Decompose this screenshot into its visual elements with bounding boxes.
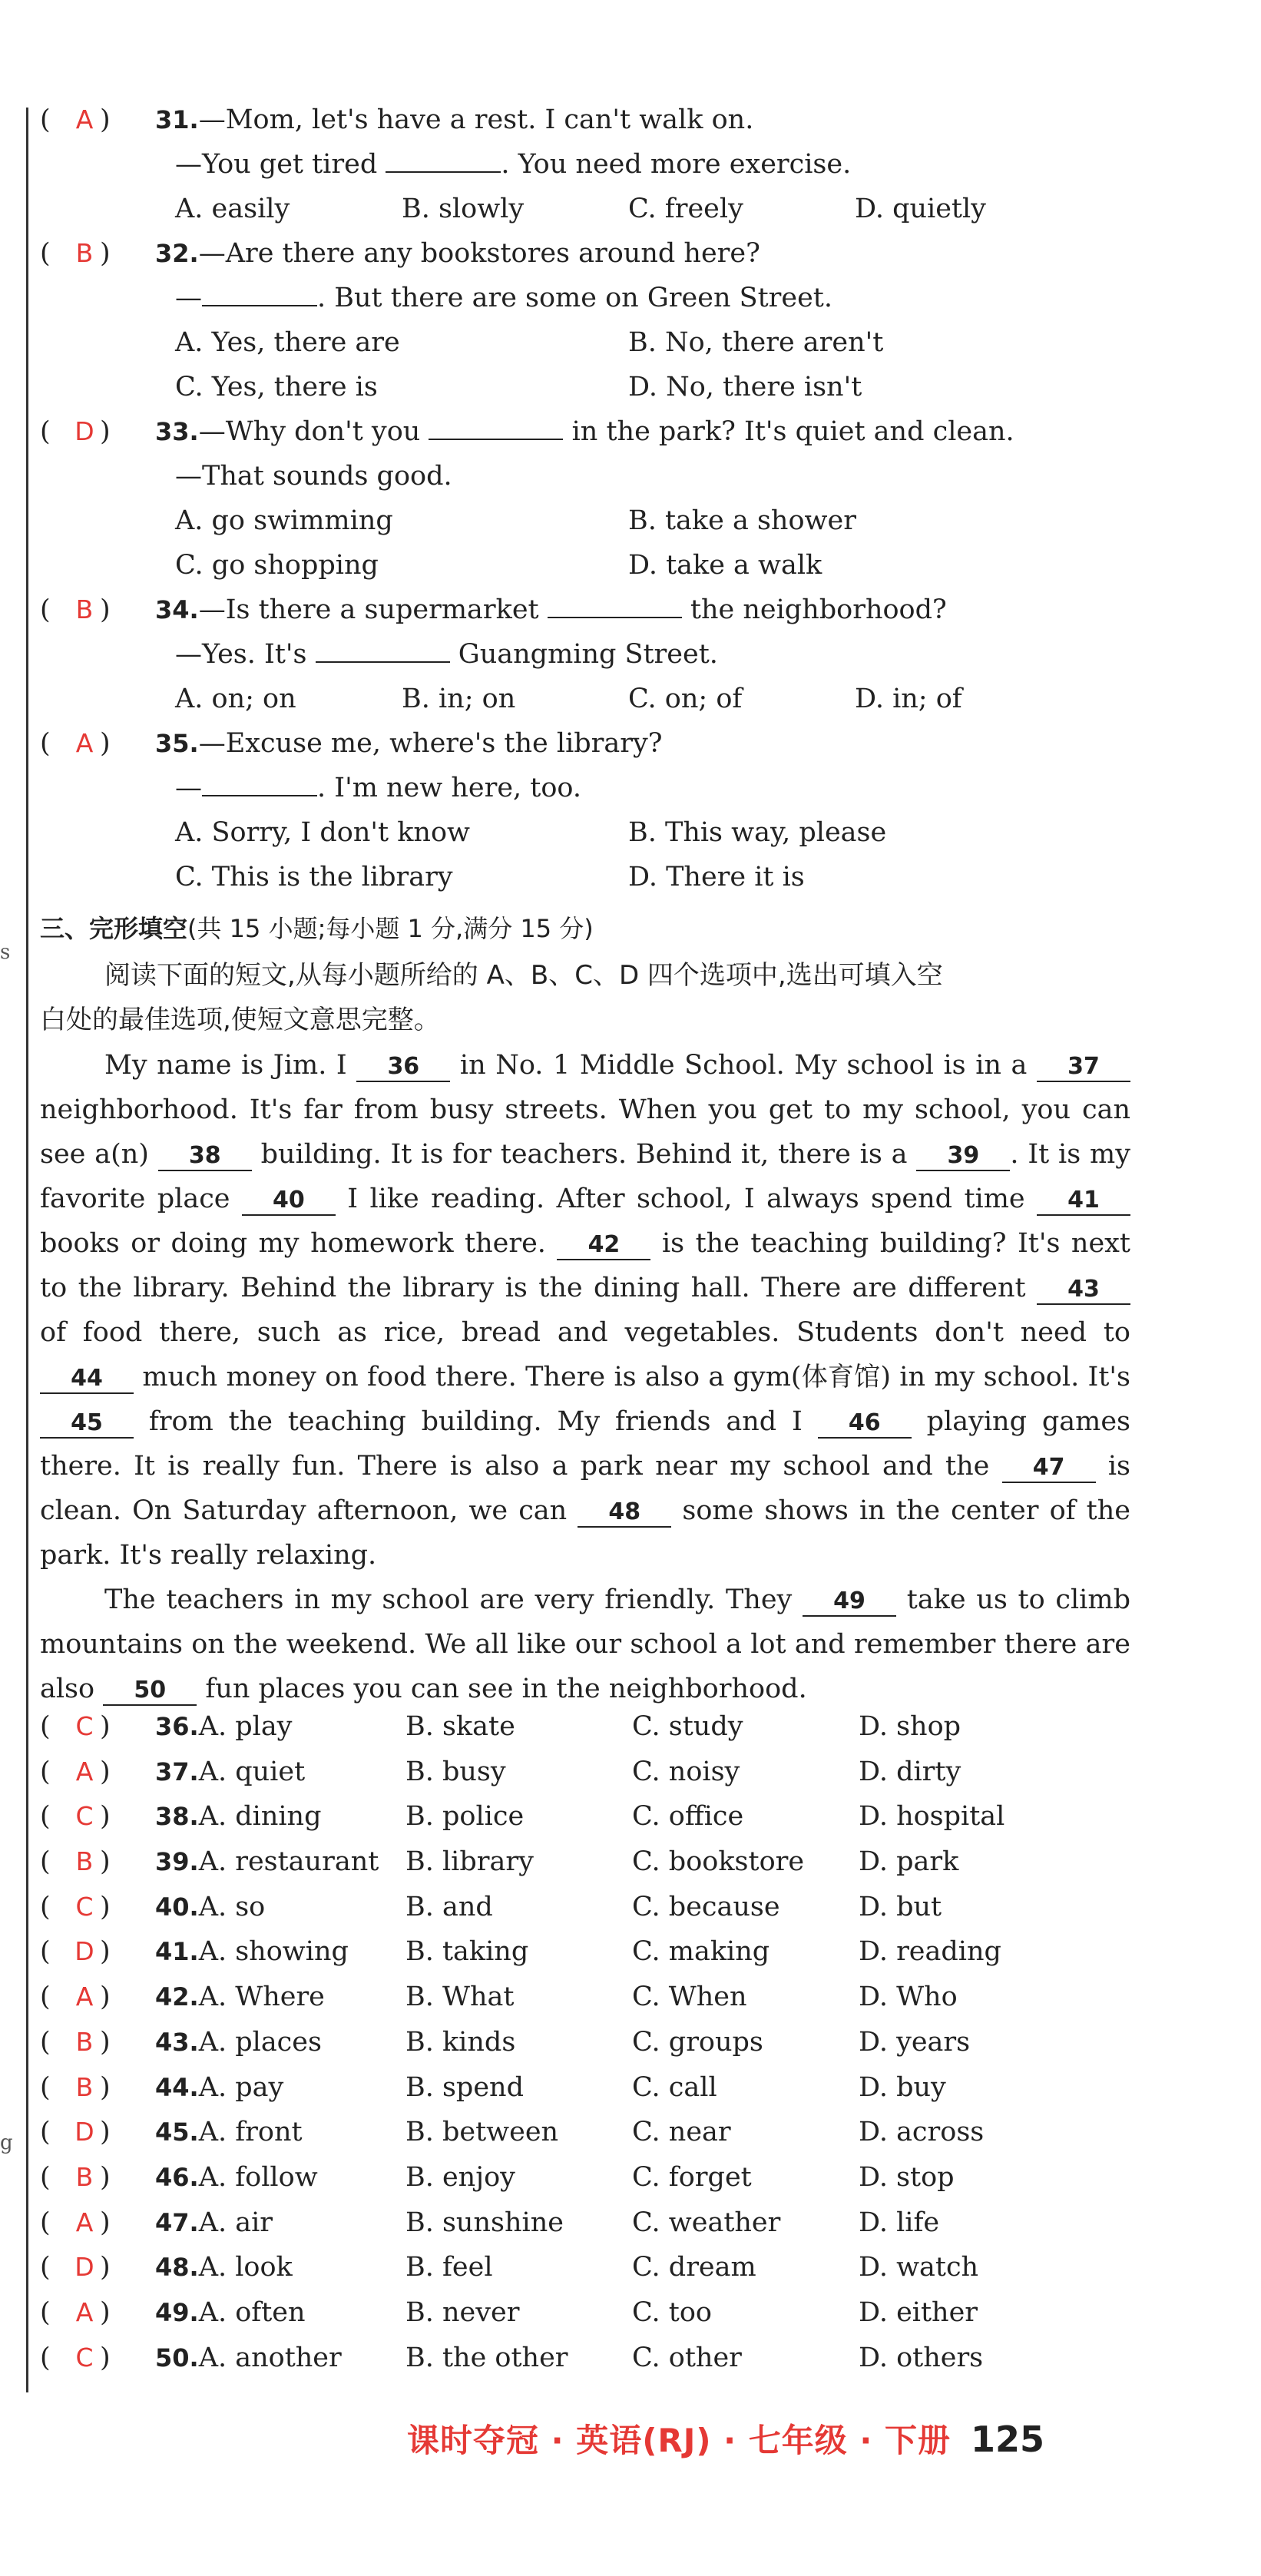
- content: [40, 104, 1130, 2387]
- option: B. enjoy: [405, 2161, 515, 2193]
- blank: [202, 305, 317, 306]
- option: D. either: [859, 2296, 978, 2328]
- answer-slot: ( C ): [40, 1801, 111, 1833]
- option: C. noisy: [632, 1756, 740, 1787]
- option: C. Yes, there is: [175, 372, 378, 402]
- answer-slot: ( A ): [40, 1756, 111, 1787]
- cloze-option-row: [40, 1936, 1130, 1982]
- option: B. library: [405, 1846, 534, 1878]
- cloze-option-row: [40, 2117, 1130, 2162]
- question-text: . I'm new here, too.: [317, 773, 582, 803]
- numbered-blank: 40: [242, 1187, 336, 1216]
- option: D. others: [859, 2342, 984, 2373]
- options: [40, 862, 1130, 906]
- question-number: 41.: [155, 1937, 199, 1967]
- option: B. in; on: [402, 684, 516, 714]
- answer: D: [74, 2252, 94, 2283]
- answer: A: [75, 104, 94, 134]
- answer-slot: ( B ): [40, 2026, 111, 2058]
- options: [40, 327, 1130, 372]
- cloze-option-row: [40, 1982, 1130, 2027]
- cloze-option-row: [40, 2207, 1130, 2253]
- numbered-blank: 49: [803, 1588, 896, 1617]
- option: B. and: [405, 1891, 493, 1922]
- option: A. Sorry, I don't know: [175, 817, 470, 848]
- answer: A: [75, 2296, 94, 2327]
- option: D. shop: [859, 1711, 961, 1742]
- section-note: (共 15 小题;每小题 1 分,满分 15 分): [187, 914, 594, 943]
- section-heading: [40, 909, 1130, 954]
- option: B. take a shower: [628, 505, 856, 536]
- numbered-blank: 43: [1037, 1276, 1130, 1305]
- option: C. freely: [628, 194, 743, 224]
- option: C. other: [632, 2342, 742, 2373]
- question-number: 36.: [155, 1712, 199, 1741]
- question-text: Guangming Street.: [458, 639, 718, 670]
- cloze-option-row: [40, 2162, 1130, 2207]
- option: A. front: [198, 2117, 303, 2148]
- cloze-option-row: [40, 1757, 1130, 1802]
- question-text: —Is there a supermarket: [198, 594, 539, 625]
- option: B. sunshine: [405, 2207, 564, 2238]
- option: D. but: [859, 1891, 942, 1922]
- option: D. across: [859, 2117, 985, 2148]
- answer: D: [74, 1936, 94, 1967]
- blank: [316, 661, 450, 663]
- cloze-option-row: [40, 1711, 1130, 1757]
- option: C. When: [632, 1982, 747, 2013]
- answer: B: [75, 594, 94, 624]
- options: [40, 684, 1130, 728]
- option: D. No, there isn't: [628, 372, 862, 402]
- margin-line: [26, 108, 28, 2392]
- option: A. pay: [198, 2071, 284, 2103]
- edge-mark: s: [0, 941, 11, 964]
- option: D. buy: [859, 2071, 946, 2103]
- answer-slot: ( C ): [40, 2342, 111, 2373]
- numbered-blank: 48: [578, 1498, 671, 1528]
- question-text: —: [175, 283, 202, 313]
- option: D. take a walk: [628, 550, 822, 581]
- option: C. because: [632, 1891, 780, 1922]
- option: D. reading: [859, 1936, 1001, 1968]
- answer: B: [75, 1846, 94, 1877]
- option: C. near: [632, 2117, 731, 2148]
- option: B. the other: [405, 2342, 568, 2373]
- option: C. call: [632, 2071, 717, 2103]
- question-number: 32.: [155, 239, 199, 268]
- question-number: 38.: [155, 1802, 199, 1832]
- option: A. play: [198, 1711, 293, 1742]
- answer: A: [75, 728, 94, 758]
- cloze-option-row: [40, 2343, 1130, 2388]
- option: B. kinds: [405, 2026, 516, 2058]
- option: A. easily: [175, 194, 290, 224]
- answer-slot: ( C ): [40, 1891, 111, 1922]
- numbered-blank: 37: [1037, 1053, 1130, 1082]
- question-text: —Mom, let's have a rest. I can't walk on.: [198, 104, 754, 135]
- option: C. making: [632, 1936, 770, 1968]
- option: C. bookstore: [632, 1846, 805, 1878]
- question-text: —That sounds good.: [175, 461, 452, 492]
- blank: [202, 795, 317, 796]
- question-line: [40, 773, 1130, 817]
- question-text: —Why don't you: [198, 416, 421, 447]
- answer-slot: ( A ): [40, 728, 111, 759]
- numbered-blank: 39: [916, 1142, 1010, 1171]
- answer-slot: ( D ): [40, 2117, 111, 2148]
- numbered-blank: 38: [158, 1142, 252, 1171]
- option: A. air: [198, 2207, 273, 2238]
- cloze-option-row: [40, 2252, 1130, 2297]
- option: B. police: [405, 1801, 525, 1833]
- option: D. stop: [859, 2161, 955, 2193]
- question-text: —Are there any bookstores around here?: [198, 238, 760, 269]
- question-number: 35.: [155, 729, 199, 758]
- instruction: 阅读下面的短文,从每小题所给的 A、B、C、D 四个选项中,选出可填入空: [104, 960, 943, 991]
- question-number: 50.: [155, 2343, 199, 2372]
- option: A. look: [198, 2252, 293, 2283]
- section-title: 三、完形填空: [40, 914, 188, 943]
- cloze-option-row: [40, 2297, 1130, 2343]
- option: C. go shopping: [175, 550, 379, 581]
- answer: D: [74, 416, 94, 446]
- option: C. study: [632, 1711, 743, 1742]
- answer: C: [75, 1711, 94, 1741]
- answer-slot: ( D ): [40, 1936, 111, 1968]
- numbered-blank: 41: [1037, 1187, 1130, 1216]
- question-number: 49.: [155, 2297, 199, 2327]
- answer: B: [75, 2161, 94, 2192]
- cloze-option-row: [40, 1801, 1130, 1846]
- cloze-option-row: [40, 1846, 1130, 1892]
- option: B. skate: [405, 1711, 515, 1742]
- question-number: 44.: [155, 2072, 199, 2102]
- answer: B: [75, 2026, 94, 2057]
- question-number: 40.: [155, 1892, 199, 1922]
- answer: B: [75, 2071, 94, 2102]
- answer-slot: ( B ): [40, 238, 111, 269]
- option: C. weather: [632, 2207, 781, 2238]
- question-number: 47.: [155, 2207, 199, 2237]
- question-number: 37.: [155, 1757, 199, 1786]
- numbered-blank: 42: [557, 1231, 650, 1260]
- option: B. between: [405, 2117, 559, 2148]
- option: D. Who: [859, 1982, 958, 2013]
- question-number: 34.: [155, 595, 199, 624]
- answer-slot: ( B ): [40, 2071, 111, 2103]
- question-line: [40, 283, 1130, 327]
- option: D. in; of: [855, 684, 962, 714]
- option: A. places: [198, 2026, 322, 2058]
- option: A. dining: [198, 1801, 322, 1833]
- option: A. often: [198, 2296, 306, 2328]
- question-line: [40, 461, 1130, 505]
- cloze-options-list: [40, 1711, 1130, 2387]
- question-31: [40, 104, 1130, 149]
- question-number: 48.: [155, 2253, 199, 2283]
- numbered-blank: 46: [818, 1409, 912, 1439]
- option: D. watch: [859, 2252, 979, 2283]
- footer: [407, 2415, 1044, 2462]
- answer-slot: ( B ): [40, 2161, 111, 2193]
- answer: A: [75, 1982, 94, 2012]
- question-line: [40, 149, 1130, 194]
- cloze-option-row: [40, 1892, 1130, 1937]
- answer: A: [75, 1756, 94, 1786]
- option: D. dirty: [859, 1756, 961, 1787]
- book-title: 课时夺冠 · 英语(RJ) · 七年级 · 下册: [407, 2422, 951, 2459]
- paragraph: My name is Jim. I 36 in No. 1 Middle School. My school is in a 37 neighborhood. It's far from busy streets. When you get to my school, you can see a(n) 38 building. It is for teachers. Behind it, there is a 39 . It is my favorite place 40 I like reading. After school, I always spend time 41 books or doing my homework there. 42 is the teaching building? It's next to the library. Behind the library is the dining hall. There are different 43 of food there, such as rice, bread and vegetables. Students don't need to 44 much money on food there. There is also a gym(体育馆) in my school. It's 45 from the teaching building. My friends and I 46 playing games there. It is really fun. There is also a park near my school and the 47 is clean. On Saturday afternoon, we can 48 some shows in the center of the park. It's really relaxing.: [40, 1050, 1131, 1571]
- question-number: 45.: [155, 2117, 199, 2147]
- option: C. forget: [632, 2161, 752, 2193]
- question-text: the neighborhood?: [690, 594, 947, 625]
- question-line: [40, 639, 1130, 684]
- option: A. on; on: [175, 684, 296, 714]
- question-number: 46.: [155, 2162, 199, 2192]
- question-32: [40, 238, 1130, 283]
- question-33: [40, 416, 1130, 461]
- option: B. spend: [405, 2071, 524, 2103]
- page-number: 125: [970, 2419, 1044, 2460]
- numbered-blank: 47: [1002, 1454, 1096, 1483]
- option: D. hospital: [859, 1801, 1005, 1833]
- paragraph: The teachers in my school are very friendly. They 49 take us to climb mountains on the weekend. We all like our school a lot and remember there are also 50 fun places you can see in the neighborhood.: [40, 1584, 1130, 1704]
- blank: [548, 617, 682, 618]
- answer-slot: ( A ): [40, 1982, 111, 2013]
- option: C. This is the library: [175, 862, 453, 892]
- question-text: —Yes. It's: [175, 639, 307, 670]
- option: B. feel: [405, 2252, 493, 2283]
- numbered-blank: 36: [356, 1053, 450, 1082]
- question-text: —: [175, 773, 202, 803]
- answer: D: [74, 2117, 94, 2147]
- option: D. There it is: [628, 862, 805, 892]
- question-text: —Excuse me, where's the library?: [198, 728, 663, 759]
- question-number: 42.: [155, 1982, 199, 2012]
- option: D. life: [859, 2207, 940, 2238]
- option: C. office: [632, 1801, 744, 1833]
- option: A. follow: [198, 2161, 318, 2193]
- option: B. taking: [405, 1936, 529, 1968]
- answer-slot: ( B ): [40, 1846, 111, 1878]
- cloze-option-row: [40, 2072, 1130, 2117]
- option: A. another: [198, 2342, 342, 2373]
- option: C. too: [632, 2296, 712, 2328]
- answer-slot: ( A ): [40, 2296, 111, 2328]
- options: [40, 505, 1130, 550]
- answer: A: [75, 2207, 94, 2237]
- answer-slot: ( B ): [40, 594, 111, 625]
- options: [40, 550, 1130, 594]
- option: B. slowly: [402, 194, 525, 224]
- option: C. groups: [632, 2026, 763, 2058]
- cloze-option-row: [40, 2027, 1130, 2072]
- answer-slot: ( A ): [40, 104, 111, 135]
- option: A. Yes, there are: [175, 327, 400, 358]
- option: A. go swimming: [175, 505, 393, 536]
- answer-slot: ( D ): [40, 2252, 111, 2283]
- question-number: 39.: [155, 1847, 199, 1877]
- numbered-blank: 50: [103, 1677, 197, 1706]
- option: B. never: [405, 2296, 520, 2328]
- numbered-blank: 44: [40, 1365, 134, 1394]
- numbered-blank: 45: [40, 1409, 134, 1439]
- question-34: [40, 594, 1130, 639]
- cloze-passage: [40, 1043, 1130, 1711]
- answer: C: [75, 2342, 94, 2372]
- option: B. busy: [405, 1756, 506, 1787]
- instruction: 白处的最佳选项,使短文意思完整。: [40, 1005, 440, 1035]
- option: A. restaurant: [198, 1846, 379, 1878]
- blank: [429, 439, 563, 440]
- question-number: 43.: [155, 2027, 199, 2057]
- option: D. quietly: [855, 194, 986, 224]
- option: D. years: [859, 2026, 971, 2058]
- option: C. on; of: [628, 684, 743, 714]
- option: A. showing: [198, 1936, 349, 1968]
- question-text: in the park? It's quiet and clean.: [571, 416, 1014, 447]
- answer: B: [75, 238, 94, 268]
- answer-slot: ( D ): [40, 416, 111, 447]
- question-35: [40, 728, 1130, 773]
- option: A. quiet: [198, 1756, 306, 1787]
- answer-slot: ( A ): [40, 2207, 111, 2238]
- option: A. so: [198, 1891, 266, 1922]
- option: B. This way, please: [628, 817, 887, 848]
- option: B. What: [405, 1982, 515, 2013]
- option: C. dream: [632, 2252, 756, 2283]
- answer: C: [75, 1801, 94, 1832]
- question-number: 33.: [155, 417, 199, 446]
- option: B. No, there aren't: [628, 327, 884, 358]
- question-number: 31.: [155, 105, 199, 134]
- question-text: . You need more exercise.: [501, 149, 852, 180]
- edge-mark: g: [0, 2131, 13, 2154]
- answer-slot: ( C ): [40, 1711, 111, 1742]
- options: [40, 817, 1130, 862]
- option: D. park: [859, 1846, 959, 1878]
- question-text: . But there are some on Green Street.: [317, 283, 832, 313]
- blank: [386, 171, 501, 173]
- answer: C: [75, 1891, 94, 1922]
- options: [40, 194, 1130, 238]
- option: A. Where: [198, 1982, 325, 2013]
- options: [40, 372, 1130, 416]
- question-text: —You get tired: [175, 149, 378, 180]
